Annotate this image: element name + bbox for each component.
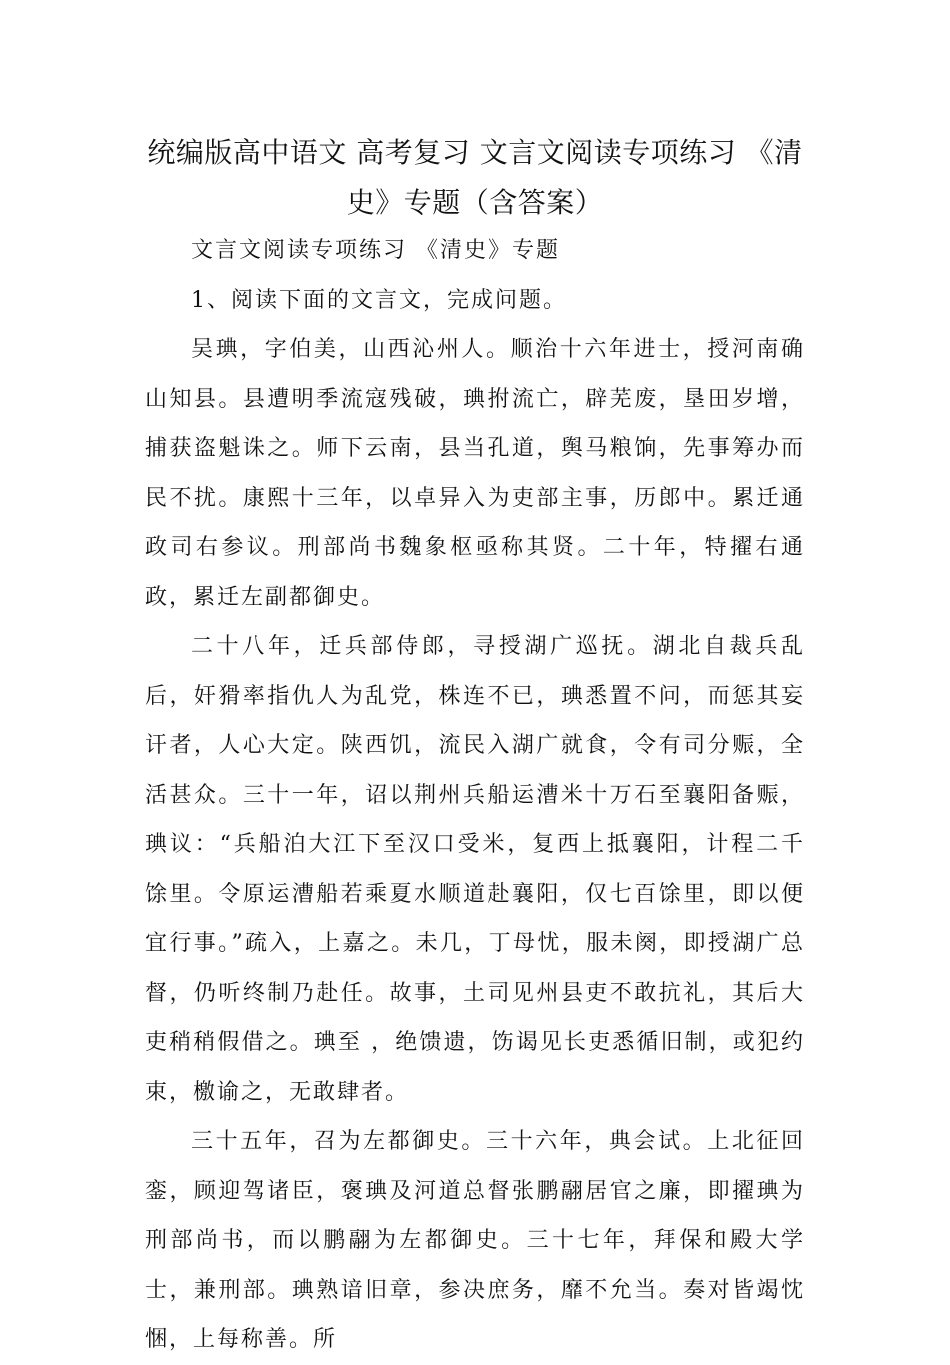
question-intro: 1、阅读下面的文言文，完成问题。 — [191, 287, 567, 313]
document-title: 统编版高中语文 高考复习 文言文阅读专项练习 《清史》专题（含答案） — [147, 136, 803, 219]
section-subtitle: 文言文阅读专项练习 《清史》专题 — [191, 238, 560, 263]
passage-paragraph-1: 吴琠，字伯美，山西沁州人。顺治十六年进士，授河南确山知县。县遭明季流寇残破，琠拊流亡，辟芜废，垦田岁增，捕获盗魁诛之。师下云南，县当孔道，舆马粮饷，先事筹办而民不扰。康熙十三年，以卓异入为吏部主事，历郎中。累迁通政司右参议。刑部尚书魏象枢亟称其贤。二十年，特擢右通政，累迁左副都御史。 — [145, 337, 805, 610]
passage-paragraph-3: 三十五年，召为左都御史。三十六年，典会试。上北征回銮，顾迎驾诸臣，褒琠及河道总督张鹏翮居官之廉，即擢琠为刑部尚书，而以鹏翮为左都御史。三十七年，拜保和殿大学士，兼刑部。琠熟谙旧章，参决庶务，靡不允当。奏对皆竭忱悃，上每称善。所 — [145, 1129, 805, 1352]
passage-paragraph-2: 二十八年，迁兵部侍郎，寻授湖广巡抚。湖北自裁兵乱后，奸猾率指仇人为乱党，株连不已，琠悉置不问，而惩其妄讦者，人心大定。陕西饥，流民入湖广就食，令有司分赈，全活甚众。三十一年，诏以荆州兵船运漕米十万石至襄阳备赈，琠议：“兵船泊大江下至汉口受米，复西上抵襄阳，计程二千馀里。令原运漕船若乘夏水顺道赴襄阳，仅七百馀里，即以便宜行事。”疏入，上嘉之。未几，丁母忧，服未阕，即授湖广总督，仍听终制乃赴任。故事，土司见州县吏不敢抗礼，其后大吏稍稍假借之。琠至 ，绝馈遗，饬谒见长吏悉循旧制，或犯约束，檄谕之，无敢肆者。 — [145, 634, 805, 1105]
document-body — [145, 226, 805, 1365]
